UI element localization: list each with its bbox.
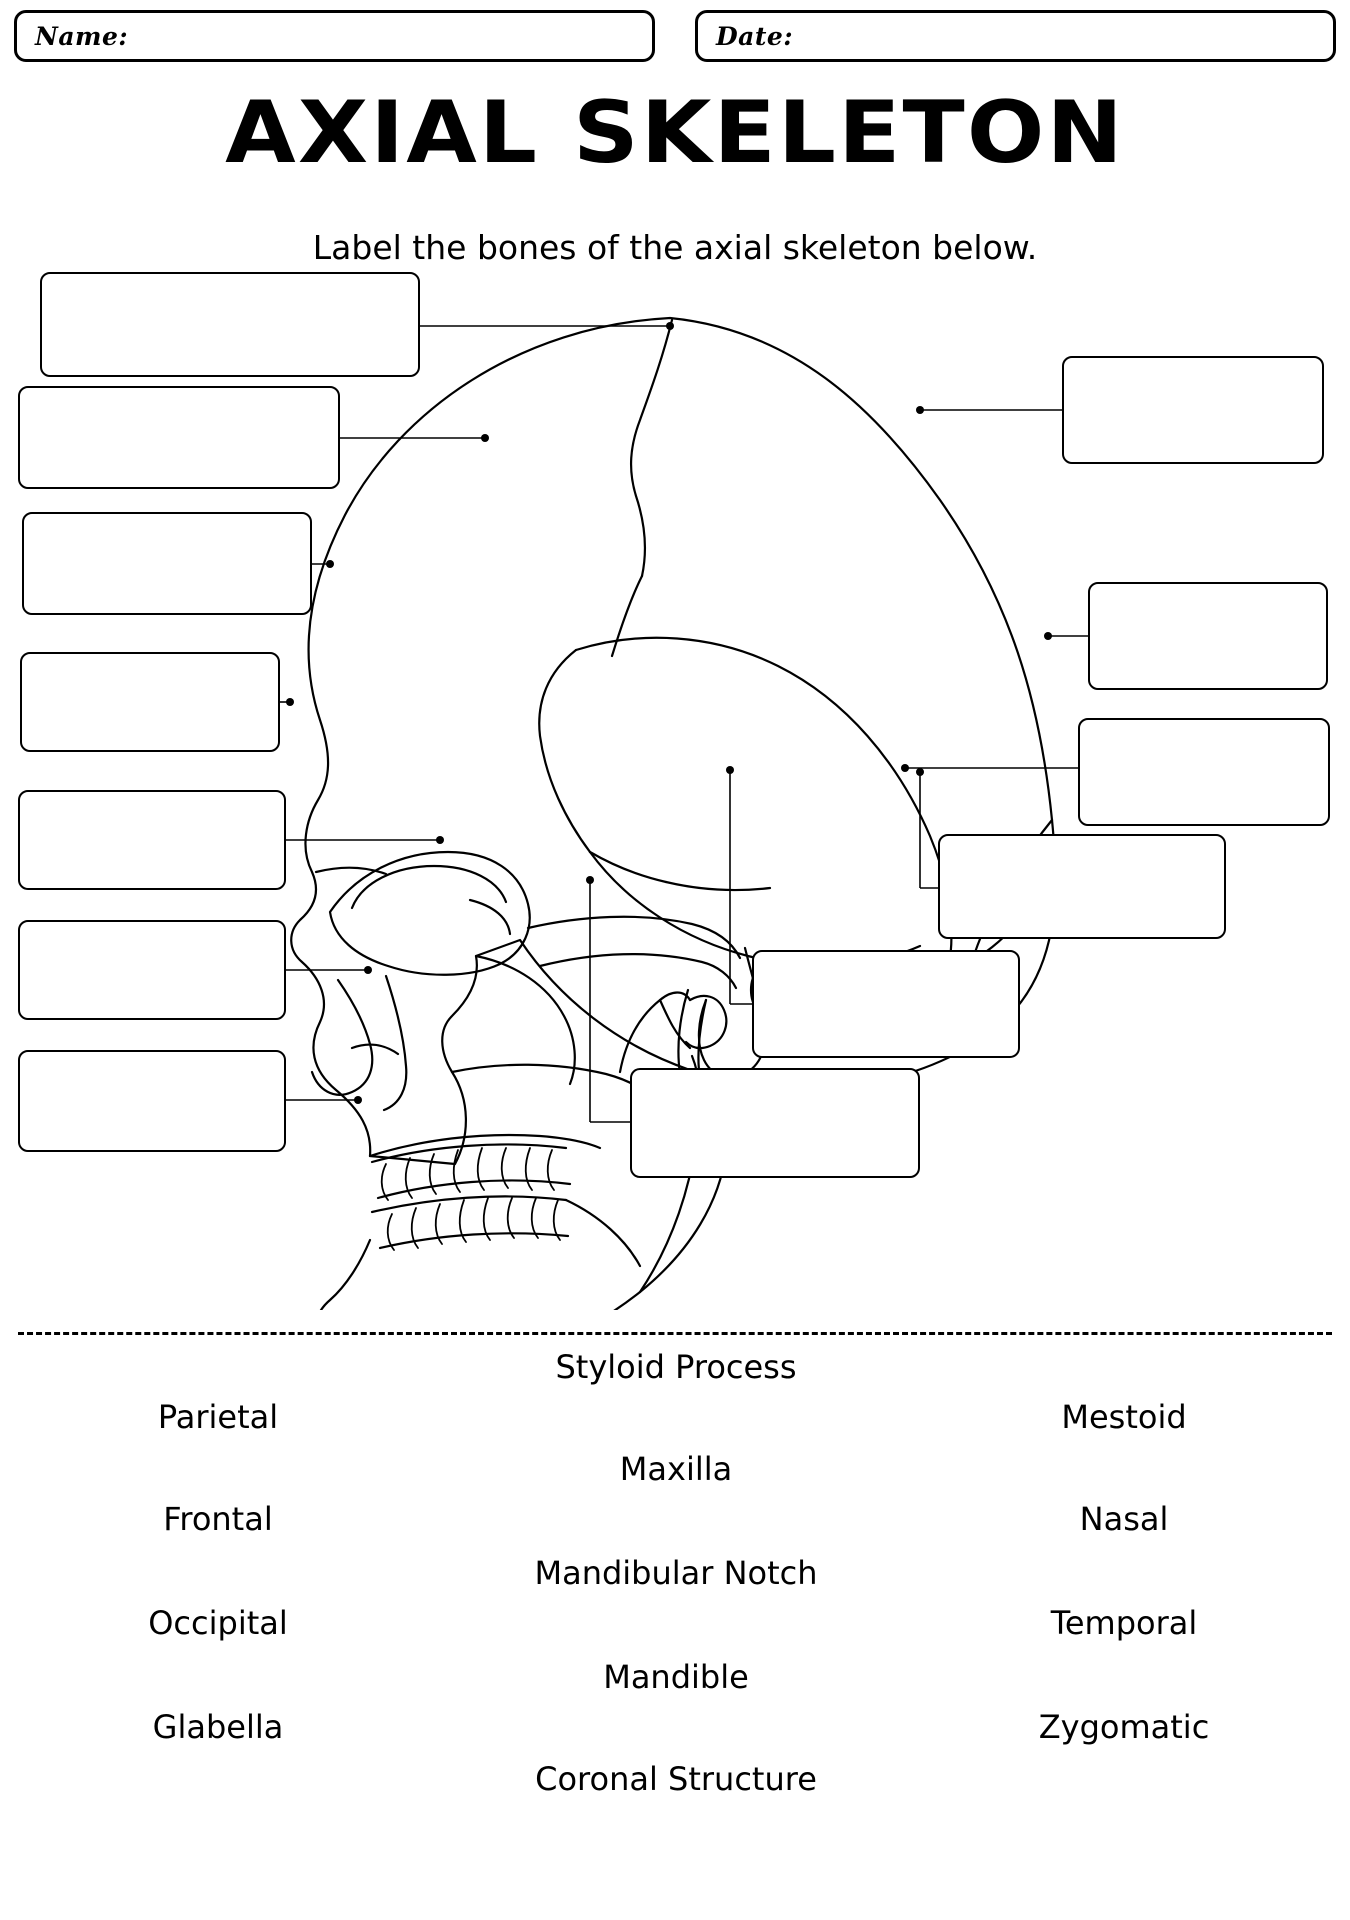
word-bank-item[interactable]: Coronal Structure <box>535 1760 817 1798</box>
answer-box-left-2[interactable] <box>18 386 340 489</box>
word-bank-item[interactable]: Glabella <box>152 1708 284 1746</box>
word-bank-item[interactable]: Maxilla <box>619 1450 733 1488</box>
answer-box-left-3[interactable] <box>22 512 312 615</box>
header-fields <box>14 10 1336 62</box>
word-bank-item[interactable]: Temporal <box>1050 1604 1198 1642</box>
answer-box-right-2[interactable] <box>1088 582 1328 690</box>
diagram-area <box>0 300 1350 1310</box>
answer-box-right-1[interactable] <box>1062 356 1324 464</box>
word-bank-item[interactable]: Styloid Process <box>555 1348 797 1386</box>
word-bank-item[interactable]: Mandibular Notch <box>534 1554 818 1592</box>
word-bank-item[interactable]: Nasal <box>1079 1500 1169 1538</box>
name-field[interactable] <box>14 10 655 62</box>
date-label: Date: <box>716 21 794 51</box>
page-subtitle: Label the bones of the axial skeleton below. <box>312 228 1038 267</box>
date-field[interactable] <box>695 10 1336 62</box>
word-bank-item[interactable]: Mandible <box>603 1658 749 1696</box>
answer-box-left-6[interactable] <box>18 920 286 1020</box>
word-bank-item[interactable]: Frontal <box>163 1500 273 1538</box>
answer-box-left-7[interactable] <box>18 1050 286 1152</box>
answer-box-bottom-2[interactable] <box>630 1068 920 1178</box>
word-bank-item[interactable]: Zygomatic <box>1038 1708 1210 1746</box>
answer-box-right-3[interactable] <box>1078 718 1330 826</box>
word-bank <box>0 1348 1350 1870</box>
section-divider <box>18 1332 1332 1335</box>
name-label: Name: <box>35 21 129 51</box>
page-title: AXIAL SKELETON <box>225 83 1125 183</box>
word-bank-item[interactable]: Parietal <box>157 1398 279 1436</box>
answer-box-left-1[interactable] <box>40 272 420 377</box>
answer-box-left-5[interactable] <box>18 790 286 890</box>
word-bank-item[interactable]: Occipital <box>148 1604 288 1642</box>
answer-box-right-4[interactable] <box>938 834 1226 939</box>
answer-box-bottom-1[interactable] <box>752 950 1020 1058</box>
word-bank-item[interactable]: Mestoid <box>1061 1398 1187 1436</box>
answer-box-left-4[interactable] <box>20 652 280 752</box>
